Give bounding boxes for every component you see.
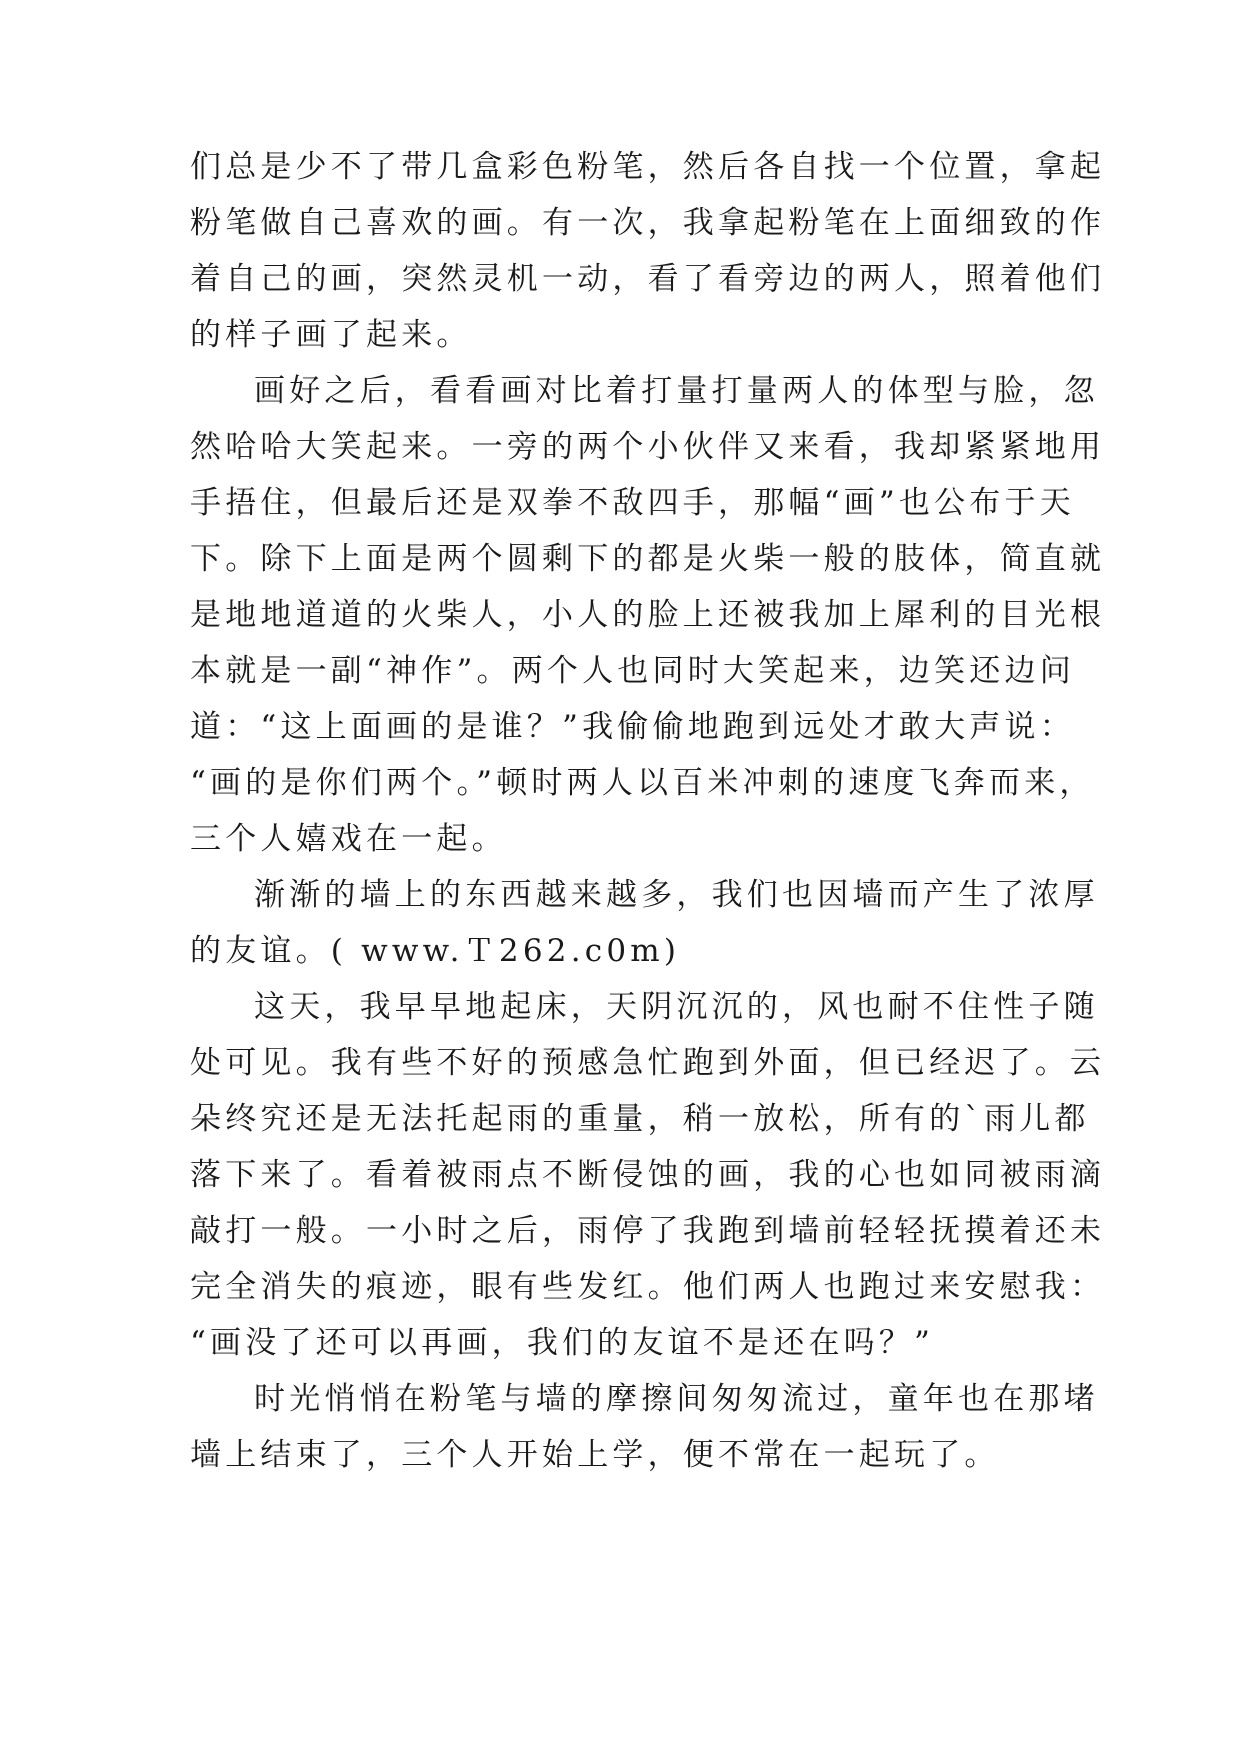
text-line: 朵终究还是无法托起雨的重量，稍一放松，所有的`雨儿都 [190,1101,1090,1137]
text-line: 然哈哈大笑起来。一旁的两个小伙伴又来看，我却紧紧地用 [190,429,1106,465]
text-line: “画的是你们两个。”顿时两人以百米冲刺的速度飞奔而来， [190,765,1095,801]
text-line: 三个人嬉戏在一起。 [190,821,507,857]
text-line: 的友谊。( www.Ｔ262.c0m) [190,933,681,969]
text-line: 们总是少不了带几盒彩色粉笔，然后各自找一个位置，拿起 [190,149,1106,185]
text-line: 粉笔做自己喜欢的画。有一次，我拿起粉笔在上面细致的作 [190,205,1106,241]
text-line: 下。除下上面是两个圆剩下的都是火柴一般的肢体，简直就 [190,541,1106,577]
text-line: 敲打一般。一小时之后，雨停了我跑到墙前轻轻抚摸着还未 [190,1213,1106,1249]
text-line: 着自己的画，突然灵机一动，看了看旁边的两人，照着他们 [190,261,1106,297]
paragraph-start-line: 画好之后，看看画对比着打量打量两人的体型与脸，忽 [254,373,1099,409]
paragraph-start-line: 时光悄悄在粉笔与墙的摩擦间匆匆流过，童年也在那堵 [254,1381,1099,1417]
paragraph-start-line: 这天，我早早地起床，天阴沉沉的，风也耐不住性子随 [254,989,1099,1025]
text-line: 的样子画了起来。 [190,317,472,353]
text-line: “画没了还可以再画，我们的友谊不是还在吗？” [190,1325,935,1361]
text-line: 道：“这上面画的是谁？”我偷偷地跑到远处才敢大声说： [190,709,1075,745]
text-line: 处可见。我有些不好的预感急忙跑到外面，但已经迟了。云 [190,1045,1106,1081]
text-line: 是地地道道的火柴人，小人的脸上还被我加上犀利的目光根 [190,597,1106,633]
text-line: 完全消失的痕迹，眼有些发红。他们两人也跑过来安慰我： [190,1269,1106,1305]
text-line: 本就是一副“神作”。两个人也同时大笑起来，边笑还边问 [190,653,1075,689]
text-line: 墙上结束了，三个人开始上学，便不常在一起玩了。 [190,1437,1000,1473]
paragraph-start-line: 渐渐的墙上的东西越来越多，我们也因墙而产生了浓厚 [254,877,1099,913]
text-line: 落下来了。看着被雨点不断侵蚀的画，我的心也如同被雨滴 [190,1157,1106,1193]
text-line: 手捂住，但最后还是双拳不敌四手，那幅“画”也公布于天 [190,485,1075,521]
